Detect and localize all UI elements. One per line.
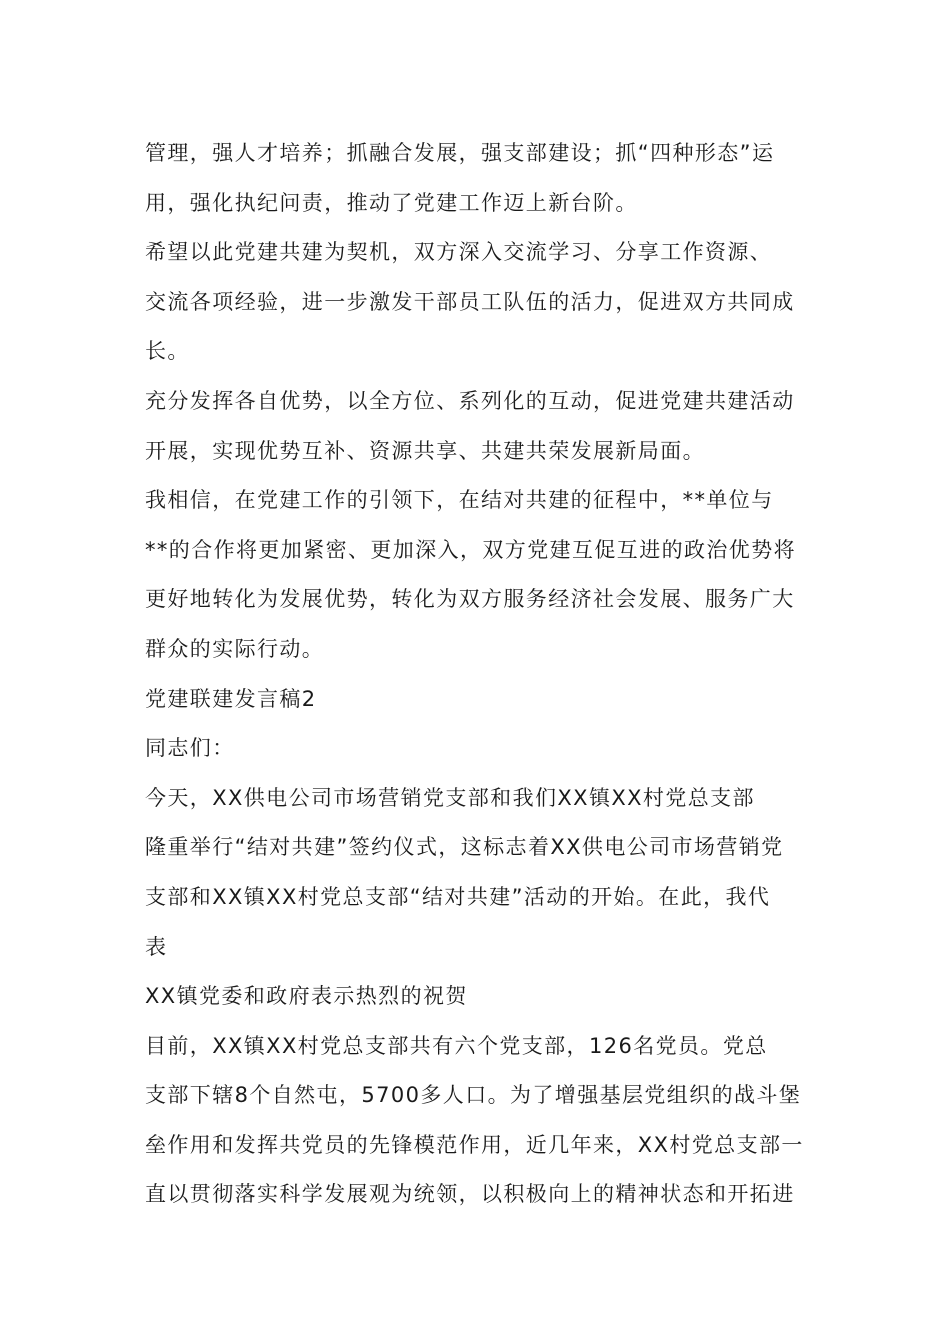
salutation: 同志们： (145, 736, 235, 761)
text-line: 表 (145, 934, 168, 959)
text-line: **的合作将更加紧密、更加深入，双方党建互促互进的政治优势将 (145, 537, 796, 562)
text-line: 我相信，在党建工作的引领下，在结对共建的征程中，**单位与 (145, 488, 774, 513)
text-line: 群众的实际行动。 (145, 636, 325, 661)
text-line: 充分发挥各自优势，以全方位、系列化的互动，促进党建共建活动 (145, 388, 795, 413)
section-heading: 党建联建发言稿2 (145, 686, 317, 711)
text-line: 更好地转化为发展优势，转化为双方服务经济社会发展、服务广大 (145, 587, 795, 612)
text-line: 管理，强人才培养；抓融合发展，强支部建设；抓“四种形态”运 (145, 141, 775, 165)
text-line: 支部下辖8个自然屯，5700多人口。为了增强基层党组织的战斗堡 (145, 1083, 802, 1108)
text-line: 用，强化执纪问责，推动了党建工作迈上新台阶。 (145, 190, 638, 215)
text-line: 长。 (145, 339, 190, 364)
text-line: 今天，XX供电公司市场营销党支部和我们XX镇XX村党总支部 (145, 785, 755, 810)
text-line: 直以贯彻落实科学发展观为统领，以积极向上的精神状态和开拓进 (145, 1182, 795, 1207)
text-line: 垒作用和发挥共党员的先锋模范作用，近几年来，XX村党总支部一 (145, 1132, 804, 1157)
text-line: 隆重举行“结对共建”签约仪式，这标志着XX供电公司市场营销党 (145, 835, 784, 860)
text-line: XX镇党委和政府表示热烈的祝贺 (145, 984, 468, 1009)
text-line: 支部和XX镇XX村党总支部“结对共建”活动的开始。在此，我代 (145, 884, 771, 909)
text-line: 目前，XX镇XX村党总支部共有六个党支部，126名党员。党总 (145, 1033, 768, 1058)
text-line: 开展，实现优势互补、资源共享、共建共荣发展新局面。 (145, 438, 705, 463)
text-line: 交流各项经验，进一步激发干部员工队伍的活力，促进双方共同成 (145, 289, 795, 314)
body-text (145, 129, 825, 1220)
text-line: 希望以此党建共建为契机，双方深入交流学习、分享工作资源、 (145, 240, 773, 265)
